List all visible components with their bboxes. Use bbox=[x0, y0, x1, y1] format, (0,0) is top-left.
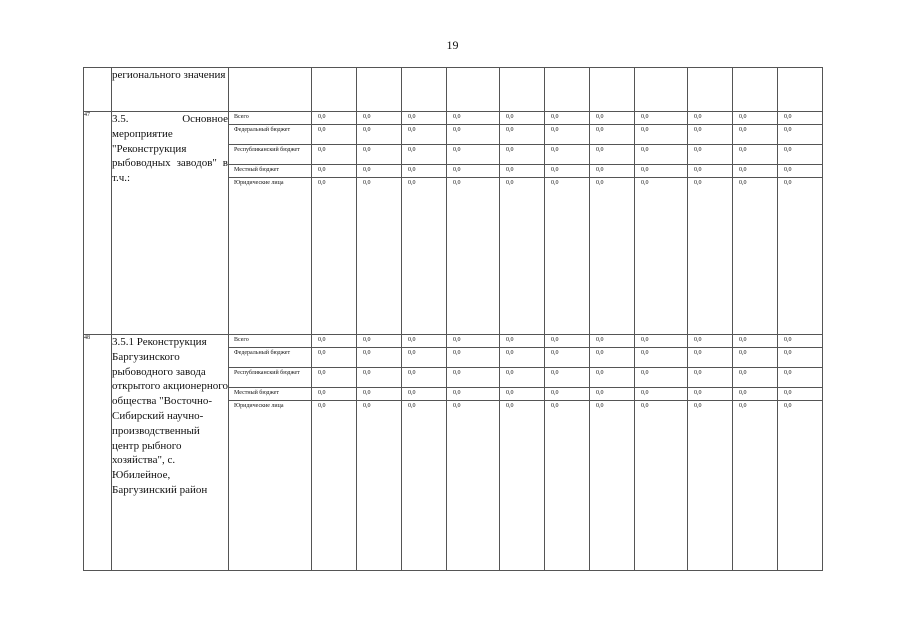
value-entry: 0,0 bbox=[694, 403, 702, 409]
value-entry: 0,0 bbox=[500, 368, 544, 388]
value-column-cell bbox=[545, 335, 590, 571]
value-entry: 0,0 bbox=[402, 145, 446, 165]
funding-sources-cell bbox=[229, 112, 312, 335]
value-entry: 0,0 bbox=[733, 388, 777, 401]
value-entry: 0,0 bbox=[500, 125, 544, 145]
value-entry: 0,0 bbox=[635, 145, 687, 165]
value-cell bbox=[500, 68, 545, 112]
value-entry: 0,0 bbox=[402, 125, 446, 145]
value-entry: 0,0 bbox=[596, 403, 604, 409]
value-entry: 0,0 bbox=[590, 112, 634, 125]
value-entry: 0,0 bbox=[590, 388, 634, 401]
value-cell bbox=[635, 68, 688, 112]
value-entry: 0,0 bbox=[312, 145, 356, 165]
value-entry: 0,0 bbox=[500, 348, 544, 368]
value-cell bbox=[402, 68, 447, 112]
value-entry: 0,0 bbox=[733, 348, 777, 368]
value-entry: 0,0 bbox=[447, 165, 499, 178]
value-entry: 0,0 bbox=[402, 348, 446, 368]
value-entry: 0,0 bbox=[447, 388, 499, 401]
funding-source-label: Местный бюджет bbox=[229, 165, 311, 178]
value-entry: 0,0 bbox=[312, 112, 356, 125]
value-entry: 0,0 bbox=[357, 125, 401, 145]
value-entry: 0,0 bbox=[739, 180, 747, 186]
value-cell bbox=[312, 68, 357, 112]
value-entry: 0,0 bbox=[500, 165, 544, 178]
value-entry: 0,0 bbox=[545, 348, 589, 368]
value-entry: 0,0 bbox=[688, 165, 732, 178]
value-entry: 0,0 bbox=[590, 145, 634, 165]
value-column-cell bbox=[447, 335, 500, 571]
value-cell bbox=[357, 68, 402, 112]
value-entry: 0,0 bbox=[402, 388, 446, 401]
value-column-cell bbox=[590, 335, 635, 571]
value-entry: 0,0 bbox=[778, 125, 822, 145]
value-entry: 0,0 bbox=[447, 112, 499, 125]
value-entry: 0,0 bbox=[545, 145, 589, 165]
funding-source-cell bbox=[229, 68, 312, 112]
value-entry: 0,0 bbox=[447, 145, 499, 165]
value-entry: 0,0 bbox=[408, 180, 416, 186]
page-number: 19 bbox=[446, 38, 459, 52]
value-entry: 0,0 bbox=[694, 180, 702, 186]
value-entry: 0,0 bbox=[545, 388, 589, 401]
value-entry: 0,0 bbox=[733, 335, 777, 348]
value-entry: 0,0 bbox=[545, 125, 589, 145]
value-entry: 0,0 bbox=[778, 335, 822, 348]
funding-source-label: Юридические лица bbox=[234, 403, 284, 409]
value-entry: 0,0 bbox=[545, 335, 589, 348]
value-entry: 0,0 bbox=[733, 368, 777, 388]
value-entry: 0,0 bbox=[312, 165, 356, 178]
value-entry: 0,0 bbox=[739, 403, 747, 409]
value-entry: 0,0 bbox=[688, 348, 732, 368]
value-column-cell bbox=[312, 112, 357, 335]
value-entry: 0,0 bbox=[784, 180, 792, 186]
value-entry: 0,0 bbox=[357, 165, 401, 178]
budget-table-body bbox=[84, 68, 823, 571]
value-entry: 0,0 bbox=[688, 112, 732, 125]
value-entry: 0,0 bbox=[312, 335, 356, 348]
value-entry: 0,0 bbox=[506, 180, 514, 186]
value-entry: 0,0 bbox=[506, 403, 514, 409]
measure-name: 3.5. Основное мероприятие "Реконструкция рыбоводных заводов" в т.ч.: bbox=[112, 112, 229, 335]
funding-source-label: Всего bbox=[229, 335, 311, 348]
value-entry: 0,0 bbox=[312, 348, 356, 368]
value-column-cell bbox=[357, 112, 402, 335]
row-number-cell bbox=[84, 68, 112, 112]
value-entry: 0,0 bbox=[402, 368, 446, 388]
value-entry: 0,0 bbox=[551, 180, 559, 186]
value-entry: 0,0 bbox=[635, 165, 687, 178]
value-entry: 0,0 bbox=[733, 165, 777, 178]
value-entry: 0,0 bbox=[778, 368, 822, 388]
value-entry: 0,0 bbox=[590, 125, 634, 145]
value-column-cell bbox=[733, 112, 778, 335]
value-entry: 0,0 bbox=[778, 165, 822, 178]
value-entry: 0,0 bbox=[778, 112, 822, 125]
value-entry: 0,0 bbox=[357, 112, 401, 125]
funding-sources-cell bbox=[229, 335, 312, 571]
funding-source-label: Республиканский бюджет bbox=[229, 145, 311, 165]
value-cell bbox=[447, 68, 500, 112]
value-entry: 0,0 bbox=[500, 145, 544, 165]
value-entry: 0,0 bbox=[500, 112, 544, 125]
value-entry: 0,0 bbox=[688, 335, 732, 348]
value-entry: 0,0 bbox=[635, 335, 687, 348]
funding-source-label: Всего bbox=[229, 112, 311, 125]
value-entry: 0,0 bbox=[402, 165, 446, 178]
value-entry: 0,0 bbox=[312, 368, 356, 388]
value-column-cell bbox=[312, 335, 357, 571]
value-entry: 0,0 bbox=[363, 403, 371, 409]
value-entry: 0,0 bbox=[545, 112, 589, 125]
value-entry: 0,0 bbox=[590, 348, 634, 368]
budget-table bbox=[83, 67, 823, 571]
value-entry: 0,0 bbox=[357, 368, 401, 388]
value-entry: 0,0 bbox=[357, 348, 401, 368]
value-entry: 0,0 bbox=[635, 368, 687, 388]
value-cell bbox=[688, 68, 733, 112]
value-entry: 0,0 bbox=[778, 348, 822, 368]
measure-name-cell: регионального значения bbox=[112, 68, 229, 112]
value-column-cell bbox=[635, 335, 688, 571]
value-column-cell bbox=[590, 112, 635, 335]
value-entry: 0,0 bbox=[635, 388, 687, 401]
value-entry: 0,0 bbox=[596, 180, 604, 186]
value-entry: 0,0 bbox=[688, 145, 732, 165]
value-column-cell bbox=[688, 335, 733, 571]
value-entry: 0,0 bbox=[590, 335, 634, 348]
value-column-cell bbox=[357, 335, 402, 571]
funding-source-label: Юридические лица bbox=[234, 180, 284, 186]
value-entry: 0,0 bbox=[733, 112, 777, 125]
value-entry: 0,0 bbox=[590, 165, 634, 178]
funding-source-label: Федеральный бюджет bbox=[229, 125, 311, 145]
value-entry: 0,0 bbox=[688, 388, 732, 401]
value-entry: 0,0 bbox=[312, 388, 356, 401]
funding-source-label: Федеральный бюджет bbox=[229, 348, 311, 368]
value-column-cell bbox=[402, 112, 447, 335]
value-entry: 0,0 bbox=[447, 348, 499, 368]
table-row bbox=[84, 112, 823, 335]
value-entry: 0,0 bbox=[447, 125, 499, 145]
row-number: 48 bbox=[84, 335, 112, 571]
value-column-cell bbox=[733, 335, 778, 571]
value-entry: 0,0 bbox=[784, 403, 792, 409]
value-column-cell bbox=[635, 112, 688, 335]
value-entry: 0,0 bbox=[357, 388, 401, 401]
value-entry: 0,0 bbox=[453, 403, 461, 409]
value-entry: 0,0 bbox=[733, 145, 777, 165]
value-cell bbox=[733, 68, 778, 112]
value-cell bbox=[590, 68, 635, 112]
value-column-cell bbox=[447, 112, 500, 335]
value-entry: 0,0 bbox=[312, 125, 356, 145]
value-entry: 0,0 bbox=[590, 368, 634, 388]
value-column-cell bbox=[688, 112, 733, 335]
value-entry: 0,0 bbox=[357, 335, 401, 348]
value-entry: 0,0 bbox=[688, 368, 732, 388]
value-column-cell bbox=[778, 112, 823, 335]
value-cell bbox=[778, 68, 823, 112]
value-entry: 0,0 bbox=[641, 180, 649, 186]
value-column-cell bbox=[500, 112, 545, 335]
value-column-cell bbox=[778, 335, 823, 571]
value-entry: 0,0 bbox=[408, 403, 416, 409]
value-entry: 0,0 bbox=[778, 145, 822, 165]
value-entry: 0,0 bbox=[318, 180, 326, 186]
value-entry: 0,0 bbox=[545, 368, 589, 388]
measure-name: 3.5.1 Реконструкция Баргузинского рыбоводного завода открытого акционерного общества "Восточно-Сибирский научно-производственный центр рыбного хозяйства", с. Юбилейное, Баргузинский район bbox=[112, 335, 229, 571]
value-cell bbox=[545, 68, 590, 112]
value-column-cell bbox=[500, 335, 545, 571]
value-entry: 0,0 bbox=[733, 125, 777, 145]
value-entry: 0,0 bbox=[545, 165, 589, 178]
value-entry: 0,0 bbox=[402, 335, 446, 348]
value-entry: 0,0 bbox=[453, 180, 461, 186]
value-column-cell bbox=[402, 335, 447, 571]
value-entry: 0,0 bbox=[318, 403, 326, 409]
value-entry: 0,0 bbox=[635, 112, 687, 125]
value-entry: 0,0 bbox=[635, 348, 687, 368]
value-entry: 0,0 bbox=[500, 388, 544, 401]
value-entry: 0,0 bbox=[447, 368, 499, 388]
row-number: 47 bbox=[84, 112, 112, 335]
value-entry: 0,0 bbox=[500, 335, 544, 348]
table-row bbox=[84, 335, 823, 571]
funding-source-label: Местный бюджет bbox=[229, 388, 311, 401]
value-entry: 0,0 bbox=[402, 112, 446, 125]
value-entry: 0,0 bbox=[363, 180, 371, 186]
value-entry: 0,0 bbox=[447, 335, 499, 348]
funding-source-label: Республиканский бюджет bbox=[229, 368, 311, 388]
value-entry: 0,0 bbox=[357, 145, 401, 165]
value-entry: 0,0 bbox=[551, 403, 559, 409]
value-entry: 0,0 bbox=[641, 403, 649, 409]
value-entry: 0,0 bbox=[778, 388, 822, 401]
table-row-continued bbox=[84, 68, 823, 112]
value-entry: 0,0 bbox=[635, 125, 687, 145]
value-column-cell bbox=[545, 112, 590, 335]
value-entry: 0,0 bbox=[688, 125, 732, 145]
